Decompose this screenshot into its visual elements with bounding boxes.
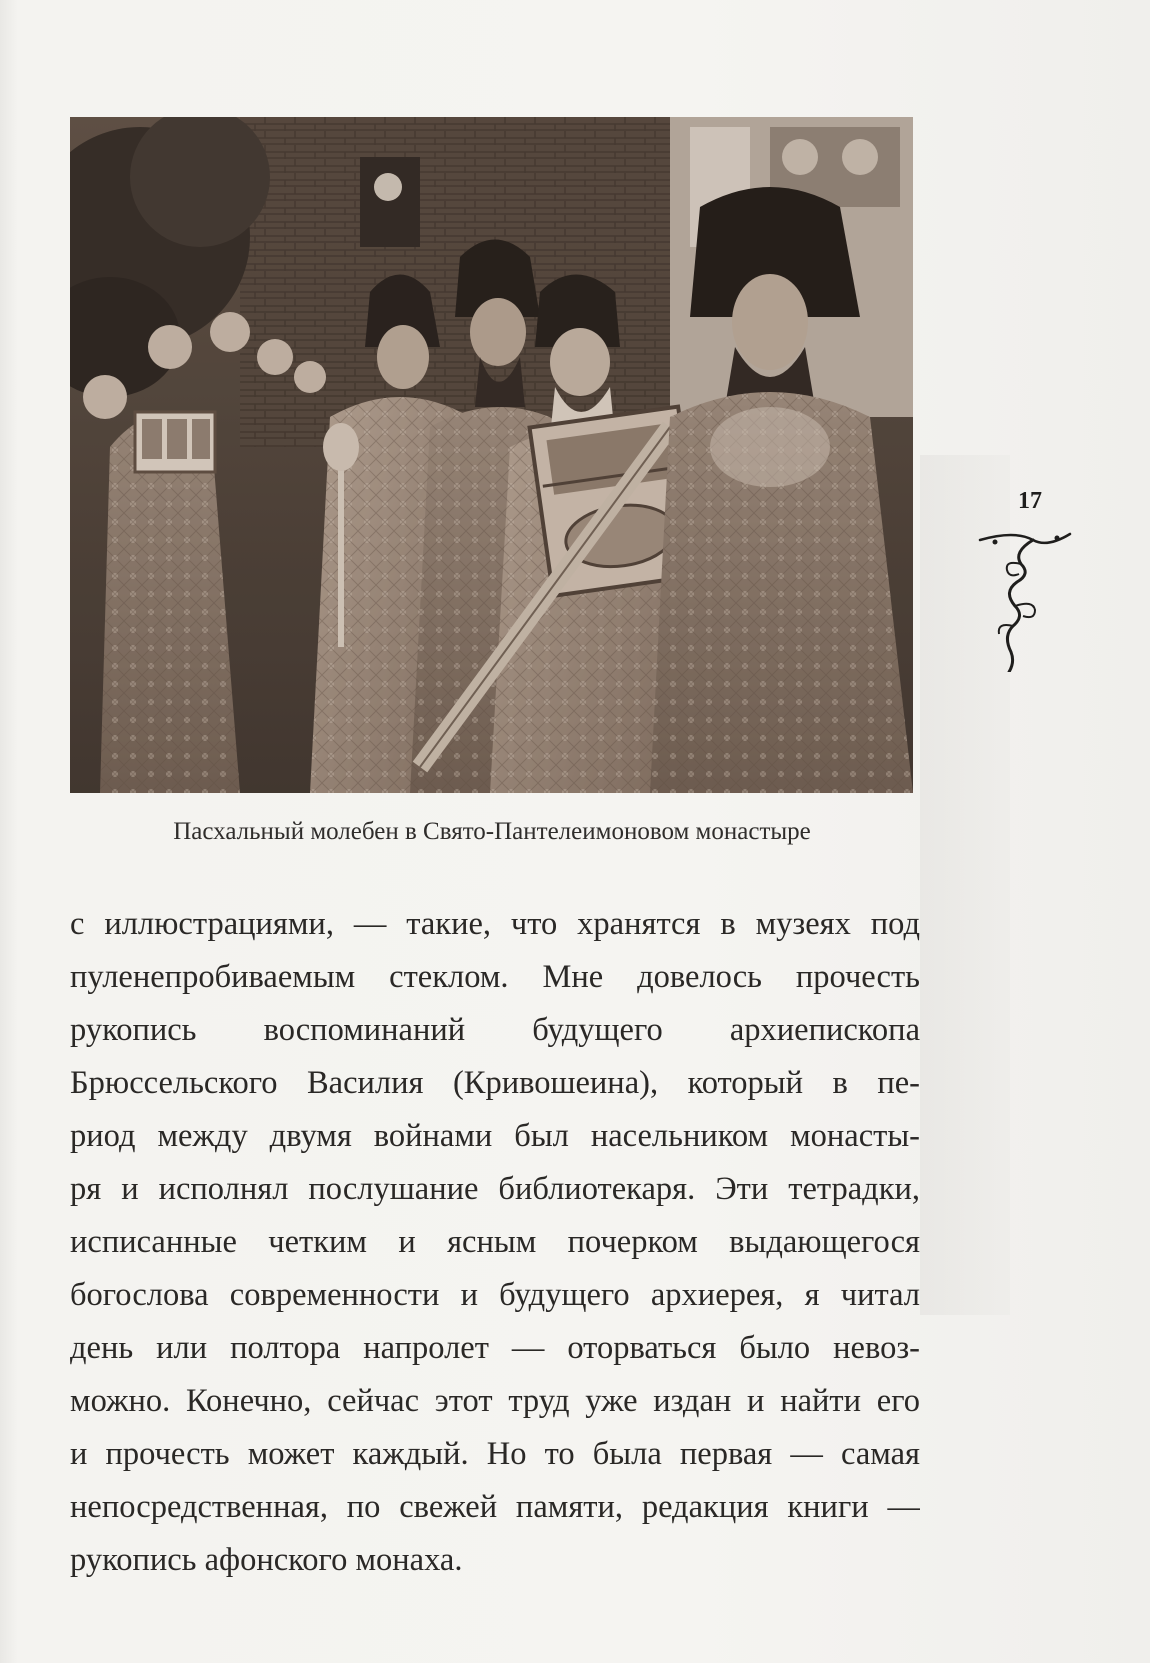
text-line: риод между двумя войнами был насельником монасты- <box>70 1118 920 1154</box>
photo-caption: Пасхальный молебен в Свято-Пантелеимоновом монастыре <box>173 818 811 845</box>
text-line: с иллюстрациями, — такие, что хранятся в музеях под <box>70 906 920 942</box>
text-line: пуленепробиваемым стеклом. Мне довелось прочесть <box>70 959 920 995</box>
text-line: ря и исполнял послушание библиотекаря. Эти тетрадки, <box>70 1171 920 1207</box>
text-line: Брюссельского Василия (Кривошеина), который в пе- <box>70 1065 920 1101</box>
text-line: рукопись афонского монаха. <box>70 1542 463 1578</box>
text-line: рукопись воспоминаний будущего архиепископа <box>70 1012 920 1048</box>
text-line: можно. Конечно, сейчас этот труд уже издан и найти его <box>70 1383 920 1419</box>
ornamental-flourish-icon <box>975 522 1075 672</box>
text-line: исписанные четким и ясным почерком выдающегося <box>70 1224 920 1260</box>
text-line: богослова современности и будущего архиерея, я читал <box>70 1277 920 1313</box>
text-line: день или полтора напролет — оторваться было невоз- <box>70 1330 920 1366</box>
page-number: 17 <box>1018 488 1042 514</box>
text-line: и прочесть может каждый. Но то была первая — самая <box>70 1436 920 1472</box>
photo-easter-service <box>70 117 913 793</box>
text-line: непосредственная, по свежей памяти, редакция книги — <box>70 1489 920 1525</box>
body-text <box>70 898 920 1587</box>
